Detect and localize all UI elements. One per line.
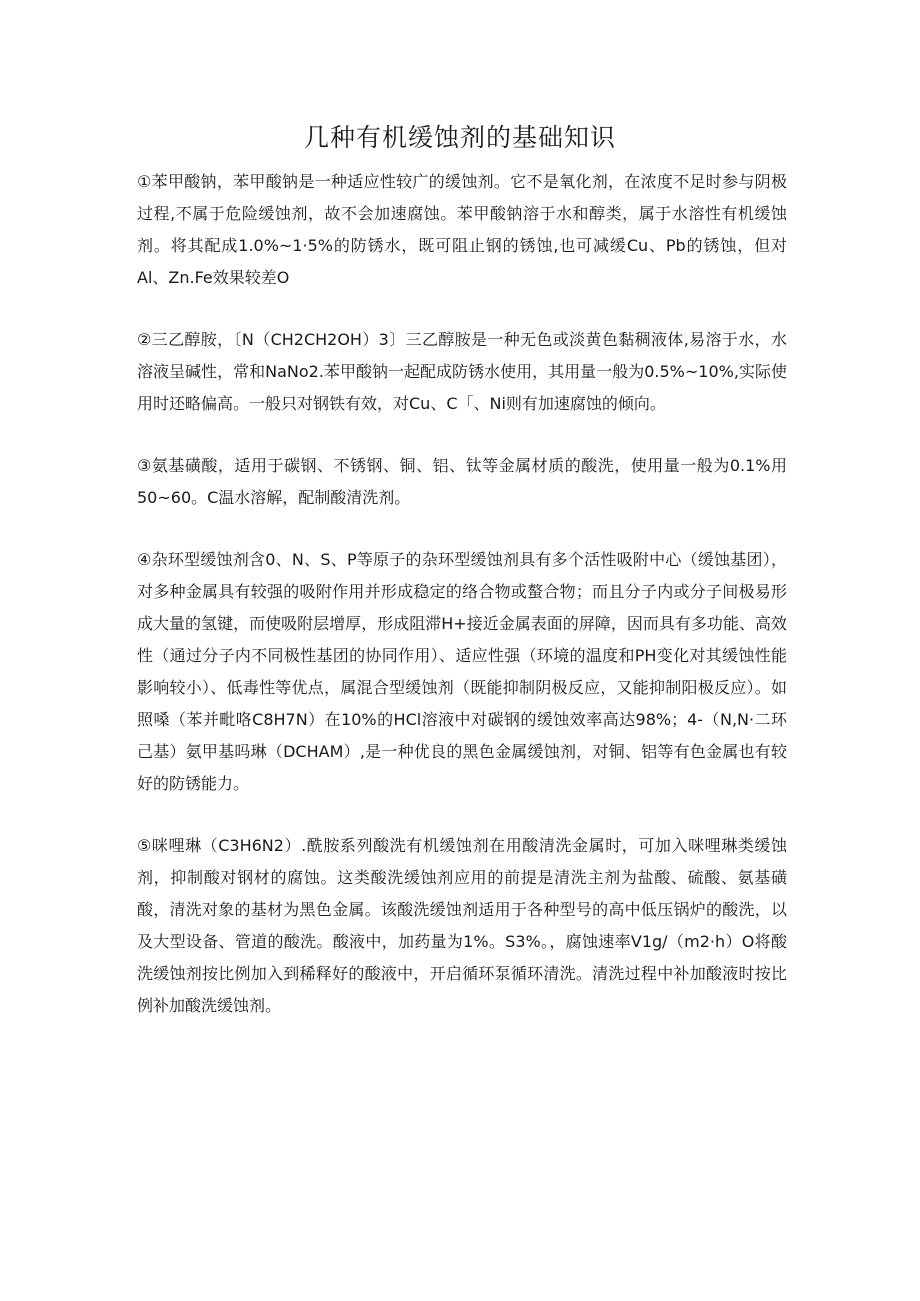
paragraph-heterocyclic-inhibitor: ④杂环型缓蚀剂含0、N、S、P等原子的杂环型缓蚀剂具有多个活性吸附中心（缓蚀基团），对多种金属具有较强的吸附作用并形成稳定的络合物或螯合物；而且分子内或分子间极易形成大量的氢键，而使吸附层增厚，形成阻滞H+接近金属表面的屏障，因而具有多功能、高效性（通过分子内不同极性基团的协同作用）、适应性强（环境的温度和PH变化对其缓蚀性能影响较小）、低毒性等优点，属混合型缓蚀剂（既能抑制阴极反应，又能抑制阳极反应）。如照嗓（苯并毗咯C8H7N）在10%的HCl溶液中对碳钢的缓蚀效率高达98%；4-（N,N·二环己基）氨甲基吗琳（DCHAM）,是一种优良的黑色金属缓蚀剂，对铜、铝等有色金属也有较好的防锈能力。 (137, 550, 787, 793)
document-title: 几种有机缓蚀剂的基础知识 (303, 123, 616, 152)
paragraph-triethanolamine: ②三乙醇胺，〔N（CH2CH2OH）3〕三乙醇胺是一种无色或淡黄色黏稠液体,易溶于水，水溶液呈碱性，常和NaNo2.苯甲酸钠一起配成防锈水使用，其用量一般为0.5%~10%,实际使用时还略偏高。一般只对钢铁有效，对Cu、C「、Ni则有加速腐蚀的倾向。 (137, 330, 787, 413)
paragraph-sulfamic-acid: ③氨基磺酸，适用于碳钢、不锈钢、铜、铝、钛等金属材质的酸洗，使用量一般为0.1%用50~60。C温水溶解，配制酸清洗剂。 (137, 456, 787, 507)
paragraph-sodium-benzoate: ①苯甲酸钠，苯甲酸钠是一种适应性较广的缓蚀剂。它不是氧化剂，在浓度不足时参与阴极过程,不属于危险缓蚀剂，故不会加速腐蚀。苯甲酸钠溶于水和醇类，属于水溶性有机缓蚀剂。将其配成1.0%~1·5%的防锈水，既可阻止钢的锈蚀,也可减缓Cu、Pb的锈蚀，但对Al、Zn.Fe效果较差O (137, 172, 787, 287)
document-body (137, 166, 787, 1052)
paragraph-imidazoline: ⑤咪哩琳（C3H6N2）.酰胺系列酸洗有机缓蚀剂在用酸清洗金属时，可加入咪哩琳类缓蚀剂，抑制酸对钢材的腐蚀。这类酸洗缓蚀剂应用的前提是清洗主剂为盐酸、硫酸、氨基磺酸，清洗对象的基材为黑色金属。该酸洗缓蚀剂适用于各种型号的高中低压锅炉的酸洗，以及大型设备、管道的酸洗。酸液中，加药量为1%。S3%。，腐蚀速率V1g∕（m2·h）O将酸洗缓蚀剂按比例加入到稀释好的酸液中，开启循环泵循环清洗。清洗过程中补加酸液时按比例补加酸洗缓蚀剂。 (137, 836, 787, 1015)
